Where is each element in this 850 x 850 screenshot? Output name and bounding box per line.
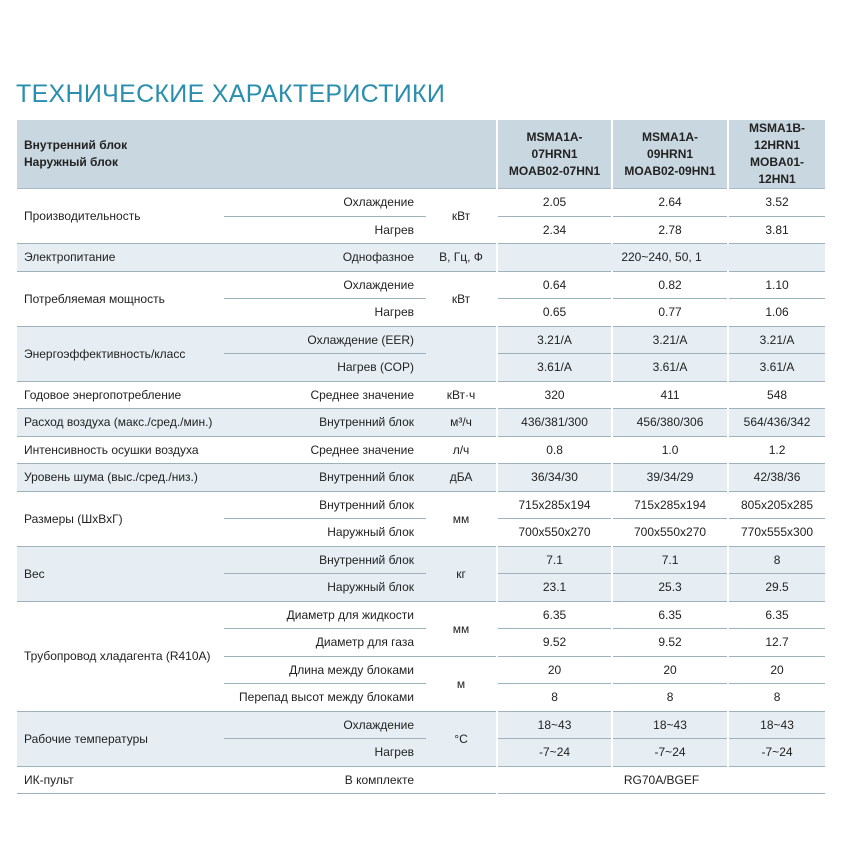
model-indoor: MSMA1A-07HRN1 bbox=[526, 129, 583, 161]
value-cell: 2.34 bbox=[497, 216, 612, 244]
sub-label: Среднее значение bbox=[224, 381, 426, 409]
sub-label: Нагрев bbox=[224, 216, 426, 244]
model-header-2 bbox=[612, 120, 728, 189]
value-cell: 39/34/29 bbox=[612, 464, 728, 492]
value-cell: 548 bbox=[728, 381, 825, 409]
value-cell: 6.35 bbox=[497, 601, 612, 629]
table-row bbox=[17, 491, 825, 519]
sub-label: Охлаждение bbox=[224, 711, 426, 739]
value-cell: -7~24 bbox=[728, 739, 825, 767]
model-outdoor: MOAB02-09HN1 bbox=[624, 163, 716, 178]
model-outdoor: MOAB02-07HN1 bbox=[508, 163, 601, 178]
table-row bbox=[17, 546, 825, 574]
model-indoor: MSMA1B-12HRN1 bbox=[749, 121, 806, 152]
sub-label: Внутренний блок bbox=[224, 409, 426, 437]
sub-label: Охлаждение bbox=[224, 189, 426, 217]
value-cell: 20 bbox=[728, 656, 825, 684]
value-cell: 6.35 bbox=[728, 601, 825, 629]
value-cell: 18~43 bbox=[497, 711, 612, 739]
value-cell: 3.61/A bbox=[497, 354, 612, 382]
value-cell: 18~43 bbox=[728, 711, 825, 739]
indoor-unit-label: Внутренний блок bbox=[24, 138, 128, 152]
sub-label: Диаметр для жидкости bbox=[224, 601, 426, 629]
value-cell: 715x285x194 bbox=[497, 491, 612, 519]
unit-cell: В, Гц, Ф bbox=[426, 244, 497, 272]
table-header-row bbox=[17, 120, 825, 189]
table-row bbox=[17, 326, 825, 354]
sub-label: Нагрев (COP) bbox=[224, 354, 426, 382]
value-cell: 805x205x285 bbox=[728, 491, 825, 519]
value-cell: 42/38/36 bbox=[728, 464, 825, 492]
value-cell: 0.65 bbox=[497, 299, 612, 327]
sub-label: Нагрев bbox=[224, 739, 426, 767]
sub-label: Нагрев bbox=[224, 299, 426, 327]
table-row bbox=[17, 381, 825, 409]
sub-label: Однофазное bbox=[224, 244, 426, 272]
spec-table bbox=[17, 120, 825, 794]
value-cell: 2.78 bbox=[612, 216, 728, 244]
unit-cell bbox=[426, 326, 497, 381]
table-row bbox=[17, 464, 825, 492]
value-cell: 3.21/A bbox=[728, 326, 825, 354]
value-cell: 456/380/306 bbox=[612, 409, 728, 437]
table-row bbox=[17, 409, 825, 437]
value-cell: 411 bbox=[612, 381, 728, 409]
sub-label: Внутренний блок bbox=[224, 464, 426, 492]
value-cell: 3.61/A bbox=[612, 354, 728, 382]
model-header-3 bbox=[728, 120, 825, 189]
value-cell: 564/436/342 bbox=[728, 409, 825, 437]
sub-label: Диаметр для газа bbox=[224, 629, 426, 657]
value-cell: 8 bbox=[497, 684, 612, 712]
value-cell: 700x550x270 bbox=[612, 519, 728, 547]
value-cell: 715x285x194 bbox=[612, 491, 728, 519]
table-row bbox=[17, 189, 825, 217]
value-cell: 36/34/30 bbox=[497, 464, 612, 492]
value-cell: -7~24 bbox=[497, 739, 612, 767]
unit-cell: кВт·ч bbox=[426, 381, 497, 409]
value-cell: 3.21/A bbox=[612, 326, 728, 354]
param-capacity: Производительность bbox=[17, 189, 224, 244]
value-cell: 9.52 bbox=[612, 629, 728, 657]
value-cell: 320 bbox=[497, 381, 612, 409]
sub-label: Наружный блок bbox=[224, 574, 426, 602]
sub-label: Среднее значение bbox=[224, 436, 426, 464]
value-cell: 1.10 bbox=[728, 271, 825, 299]
model-outdoor: MOBA01-12HN1 bbox=[750, 155, 805, 186]
page-title: ТЕХНИЧЕСКИЕ ХАРАКТЕРИСТИКИ bbox=[16, 80, 446, 108]
value-cell: 3.52 bbox=[728, 189, 825, 217]
unit-cell: кВт bbox=[426, 271, 497, 326]
value-cell: 1.06 bbox=[728, 299, 825, 327]
header-unit-labels bbox=[17, 120, 497, 189]
unit-cell bbox=[426, 766, 497, 794]
unit-cell: мм bbox=[426, 491, 497, 546]
value-cell: 2.64 bbox=[612, 189, 728, 217]
value-cell: 3.81 bbox=[728, 216, 825, 244]
value-cell: 3.21/A bbox=[497, 326, 612, 354]
value-cell: 29.5 bbox=[728, 574, 825, 602]
value-cell: 436/381/300 bbox=[497, 409, 612, 437]
value-cell: 770x555x300 bbox=[728, 519, 825, 547]
param-weight: Вес bbox=[17, 546, 224, 601]
unit-cell: л/ч bbox=[426, 436, 497, 464]
param-dimensions: Размеры (ШхВхГ) bbox=[17, 491, 224, 546]
value-cell: 20 bbox=[612, 656, 728, 684]
sub-label: Наружный блок bbox=[224, 519, 426, 547]
sub-label: Охлаждение (EER) bbox=[224, 326, 426, 354]
unit-cell: °C bbox=[426, 711, 497, 766]
sub-label: Длина между блоками bbox=[224, 656, 426, 684]
value-cell: 3.61/A bbox=[728, 354, 825, 382]
value-cell: 7.1 bbox=[612, 546, 728, 574]
table-row bbox=[17, 711, 825, 739]
value-cell: 7.1 bbox=[497, 546, 612, 574]
sub-label: В комплекте bbox=[224, 766, 426, 794]
param-dehumid: Интенсивность осушки воздуха bbox=[17, 436, 224, 464]
value-cell: 220~240, 50, 1 bbox=[497, 244, 825, 272]
sub-label: Внутренний блок bbox=[224, 546, 426, 574]
outdoor-unit-label: Наружный блок bbox=[24, 155, 118, 169]
table-row bbox=[17, 436, 825, 464]
value-cell: 18~43 bbox=[612, 711, 728, 739]
value-cell: 0.82 bbox=[612, 271, 728, 299]
value-cell: -7~24 bbox=[612, 739, 728, 767]
param-noise: Уровень шума (выс./сред./низ.) bbox=[17, 464, 224, 492]
model-indoor: MSMA1A-09HRN1 bbox=[642, 129, 699, 161]
param-efficiency: Энергоэффективность/класс bbox=[17, 326, 224, 381]
value-cell: 2.05 bbox=[497, 189, 612, 217]
param-power-input: Потребляемая мощность bbox=[17, 271, 224, 326]
unit-cell: мм bbox=[426, 601, 497, 656]
value-cell: 20 bbox=[497, 656, 612, 684]
value-cell: 6.35 bbox=[612, 601, 728, 629]
model-header-1 bbox=[497, 120, 612, 189]
sub-label: Охлаждение bbox=[224, 271, 426, 299]
sub-label: Внутренний блок bbox=[224, 491, 426, 519]
value-cell: 700x550x270 bbox=[497, 519, 612, 547]
value-cell: 23.1 bbox=[497, 574, 612, 602]
unit-cell: кг bbox=[426, 546, 497, 601]
param-annual: Годовое энергопотребление bbox=[17, 381, 224, 409]
value-cell: 8 bbox=[728, 546, 825, 574]
value-cell: 0.8 bbox=[497, 436, 612, 464]
unit-cell: м³/ч bbox=[426, 409, 497, 437]
param-airflow: Расход воздуха (макс./сред./мин.) bbox=[17, 409, 224, 437]
value-cell: 8 bbox=[612, 684, 728, 712]
table-row bbox=[17, 244, 825, 272]
value-cell: 8 bbox=[728, 684, 825, 712]
value-cell: 25.3 bbox=[612, 574, 728, 602]
value-cell: RG70A/BGEF bbox=[497, 766, 825, 794]
param-power-supply: Электропитание bbox=[17, 244, 224, 272]
sub-label: Перепад высот между блоками bbox=[224, 684, 426, 712]
unit-cell: м bbox=[426, 656, 497, 711]
value-cell: 9.52 bbox=[497, 629, 612, 657]
param-piping: Трубопровод хладагента (R410A) bbox=[17, 601, 224, 711]
unit-cell: кВт bbox=[426, 189, 497, 244]
value-cell: 12.7 bbox=[728, 629, 825, 657]
table-row bbox=[17, 271, 825, 299]
value-cell: 1.0 bbox=[612, 436, 728, 464]
table-row bbox=[17, 766, 825, 794]
value-cell: 0.77 bbox=[612, 299, 728, 327]
table-row bbox=[17, 601, 825, 629]
value-cell: 0.64 bbox=[497, 271, 612, 299]
param-remote: ИК-пульт bbox=[17, 766, 224, 794]
param-temps: Рабочие температуры bbox=[17, 711, 224, 766]
value-cell: 1.2 bbox=[728, 436, 825, 464]
unit-cell: дБА bbox=[426, 464, 497, 492]
